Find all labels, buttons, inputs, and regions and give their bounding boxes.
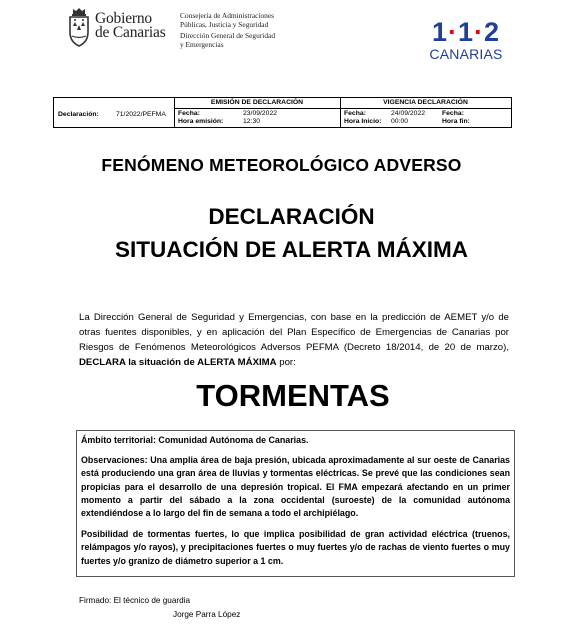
observaciones: Observaciones: Una amplia área de baja presión, ubicada aproximadamente al sur oeste de Canarias está produciendo una gran área de lluvias y tormentas eléctricas. Se prevé que las condiciones sean propicias para el desarrollo de una depresión tropical. El FMA empezará afectando en un primer momento a partir del sábado a la zona occidental (suroeste) de la comunidad autónoma extendiéndose a lo largo del fin de semana a todo el archipiélago.: [81, 455, 510, 519]
emision-hora-label: Hora emisión:: [178, 118, 224, 125]
vigencia-fecha-inicio: 24/09/2022: [391, 110, 426, 117]
direccion-line: Dirección General de Seguridad: [180, 31, 276, 41]
vigencia-fecha-fin-label: Fecha:: [442, 110, 464, 117]
vigencia-cell: [340, 98, 511, 127]
intro-paragraph: [79, 310, 509, 370]
gobierno-canarias-logo: [66, 8, 166, 52]
emision-fecha-label: Fecha:: [178, 110, 200, 117]
declaracion-title: DECLARACIÓN: [208, 204, 375, 229]
fenomeno-title: FENÓMENO METEOROLÓGICO ADVERSO: [101, 155, 462, 175]
situacion-title: SITUACIÓN DE ALERTA MÁXIMA: [115, 237, 468, 262]
ambito-territorial: Ámbito territorial: Comunidad Autónoma de Canarias.: [81, 435, 309, 445]
consejeria-block: [180, 12, 275, 49]
gobierno-text: [95, 12, 166, 40]
consejeria-line: Públicas, Justicia y Seguridad: [180, 19, 269, 29]
intro-text: La Dirección General de Seguridad y Emergencias, con base en la predicción de AEMET y/o de otras fuentes disponibles, y en aplicación del Plan Específico de Emergencias de Canarias por Riesgos de Fenómenos Meteorológicos Adversos PEFMA (Decreto 18/2014, de 20 de marzo),: [79, 312, 509, 353]
signature-name: Jorge Parra López: [173, 610, 241, 619]
intro-por: por:: [276, 357, 296, 368]
logo-112-number: 1·1·2: [431, 17, 501, 47]
vigencia-hora-inicio-label: Hora Inicio:: [344, 118, 382, 125]
declaration-label: Declaración:: [58, 111, 99, 118]
gobierno-line2: de Canarias: [95, 24, 166, 41]
details-box: [76, 430, 515, 577]
declaration-id-cell: [54, 98, 175, 127]
vigencia-header: VIGENCIA DECLARACIÓN: [340, 99, 511, 109]
declaration-number: 71/2022/PEFMA: [116, 111, 166, 118]
signature-block: [79, 594, 240, 622]
emision-header: EMISIÓN DE DECLARACIÓN: [174, 99, 340, 109]
vigencia-hora-fin-label: Hora fin:: [442, 118, 470, 125]
posibilidad: Posibilidad de tormentas fuertes, lo que implica posibilidad de gran actividad eléctrica (truenos, relámpagos y/o rayos), y precipitaciones fuertes o muy fuertes y/o de rachas de viento fuertes o muy fuertes y/o granizo de diámetro superior a 1 cm.: [81, 529, 510, 566]
signature-line: Firmado: El técnico de guardia: [79, 596, 191, 605]
vigencia-fecha-label: Fecha:: [344, 110, 366, 117]
emision-hora: 12:30: [243, 118, 261, 125]
emision-cell: [174, 98, 341, 127]
logo-112-canarias: [429, 18, 503, 62]
vigencia-hora-inicio: 00:00: [391, 118, 409, 125]
direccion-line: y Emergencias: [180, 39, 224, 49]
phenomenon-title: TORMENTAS: [196, 378, 390, 413]
consejeria-line: Consejería de Administraciones: [180, 11, 275, 20]
gobierno-line1: Gobierno: [95, 10, 152, 27]
emision-fecha: 23/09/2022: [243, 110, 278, 117]
logo-112-region: CANARIAS: [429, 46, 503, 62]
intro-declara: DECLARA la situación de ALERTA MÁXIMA: [79, 357, 277, 368]
declaration-table: [53, 97, 512, 128]
coat-of-arms-icon: [66, 8, 92, 48]
